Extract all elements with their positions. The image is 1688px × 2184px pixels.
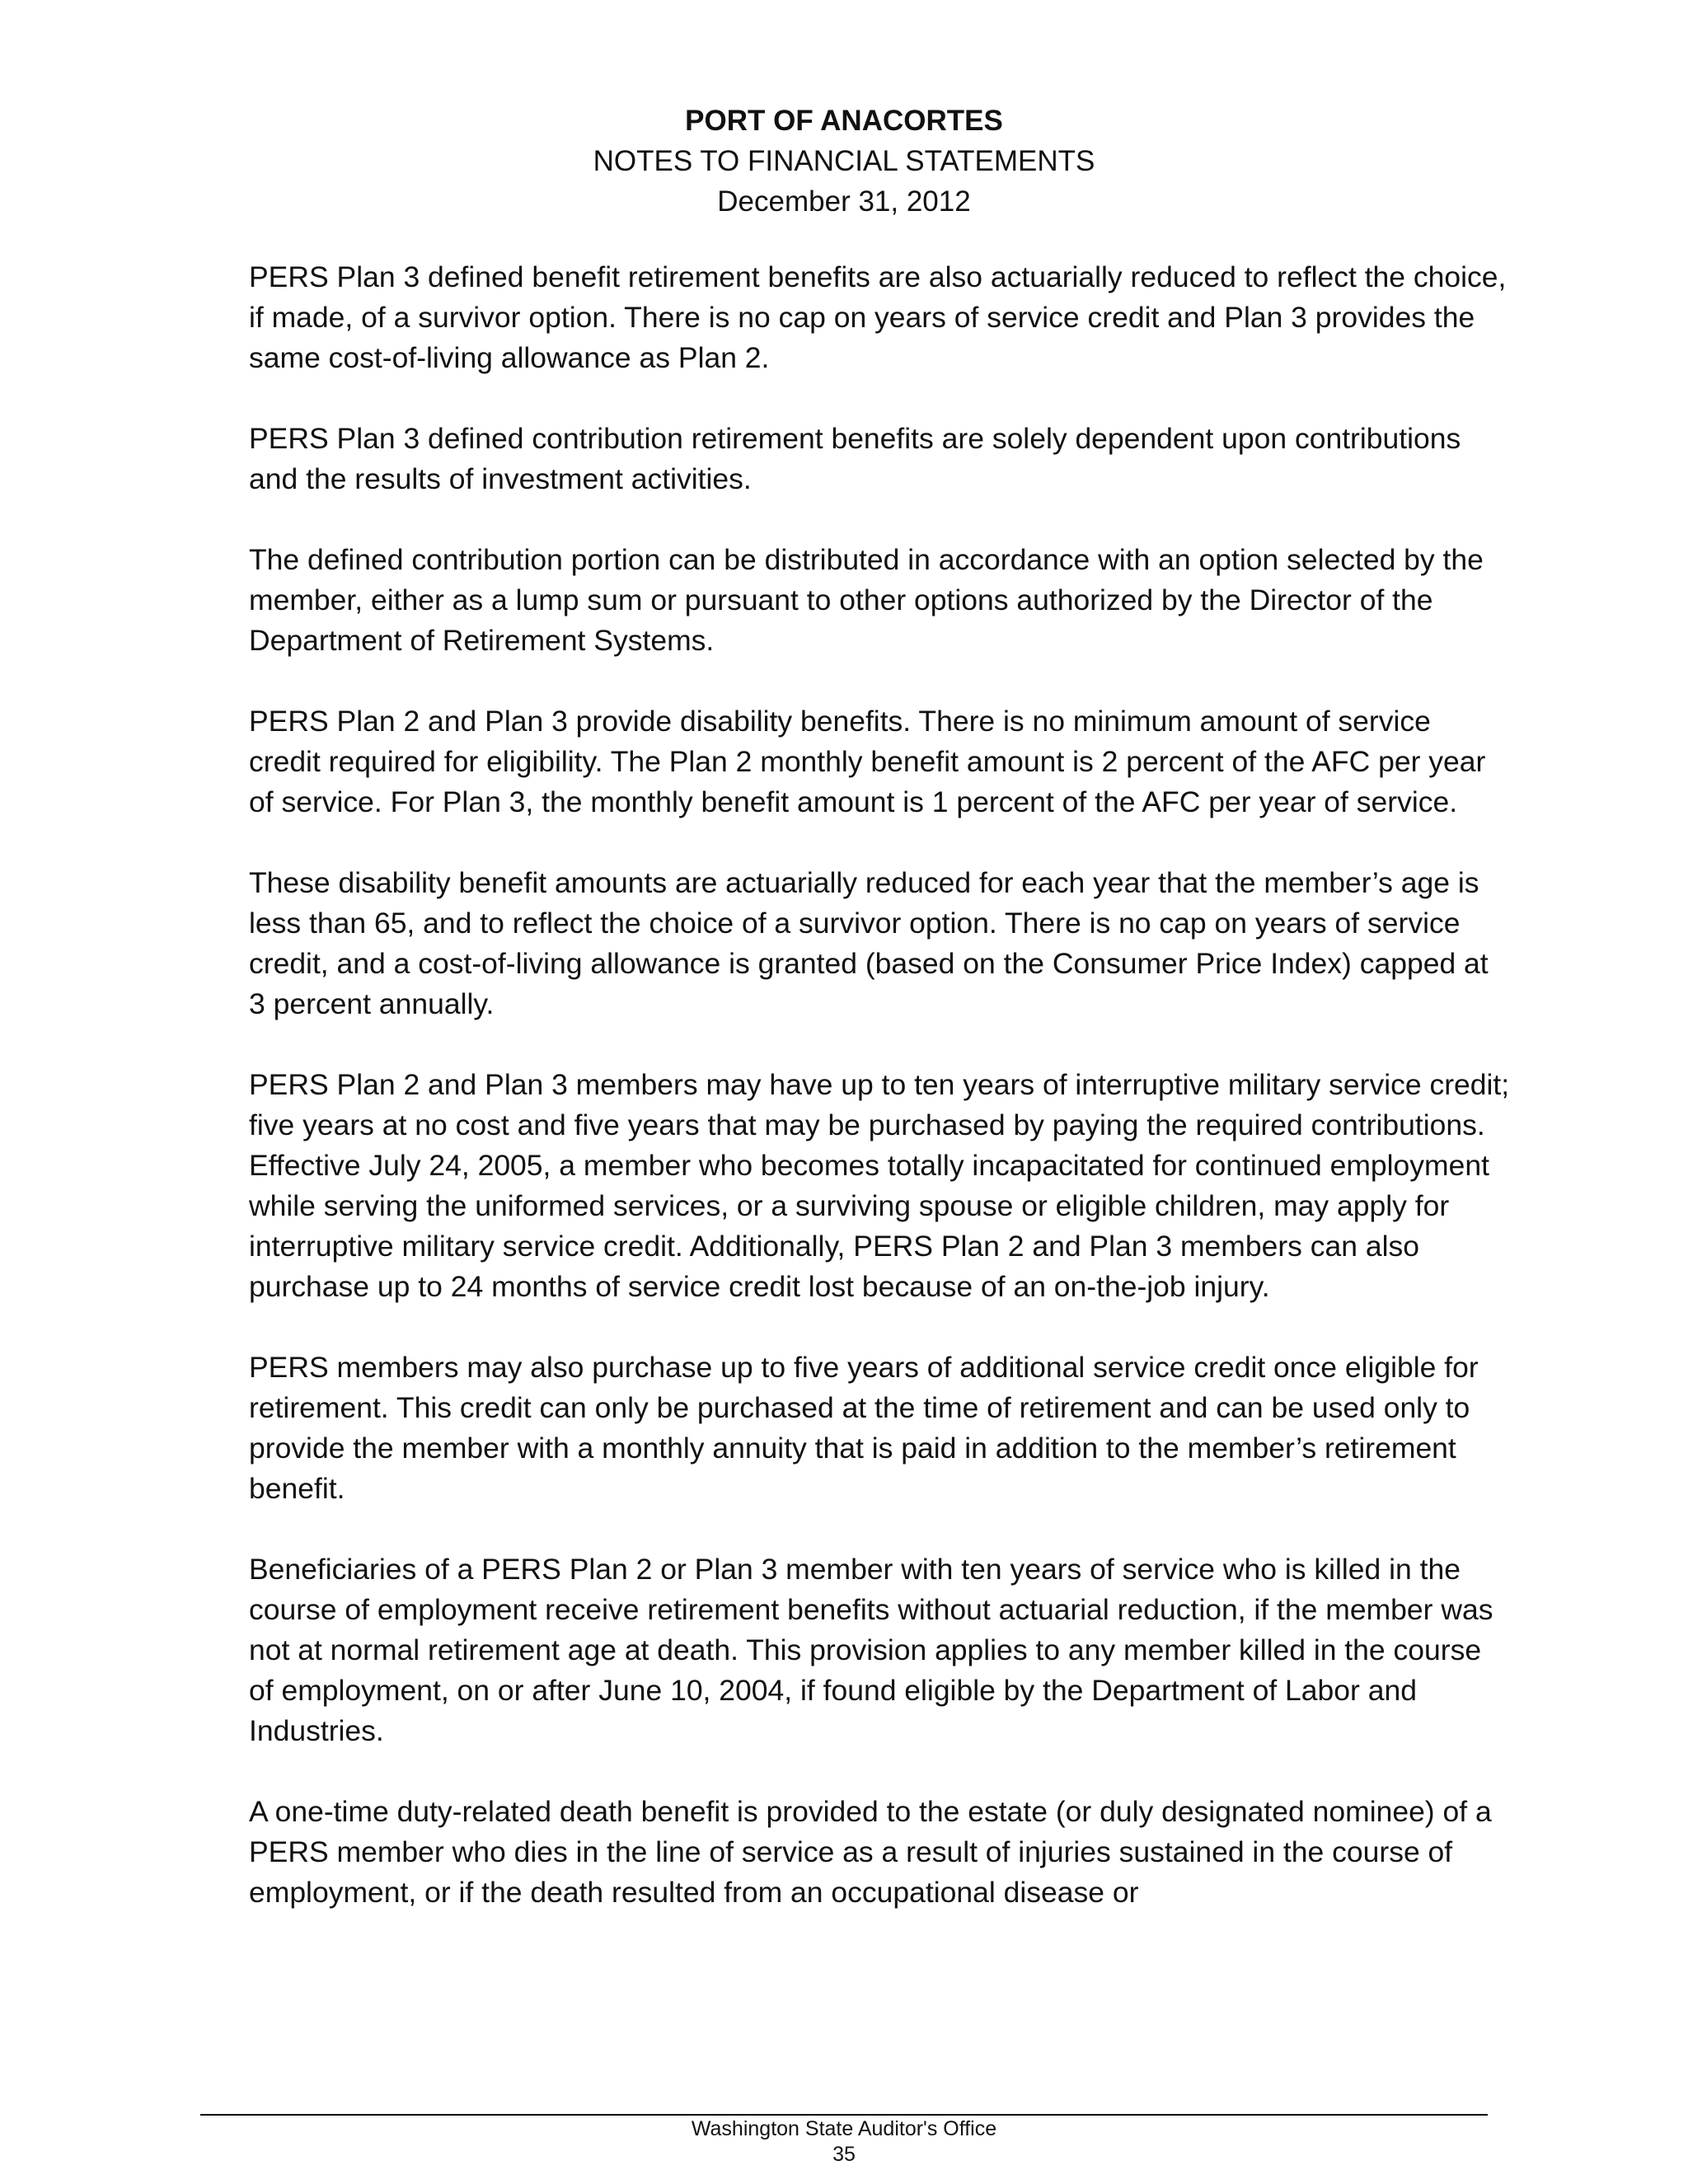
document-title: NOTES TO FINANCIAL STATEMENTS — [593, 145, 1095, 177]
paragraph-military-service-credit: PERS Plan 2 and Plan 3 members may have up to ten years of interruptive military service credit; five years at no cost and five years that may be purchased by paying the required contributions. Effective July 24, 2005, a member who becomes totally incapacitated for continued employment while serving the uniformed services, or a surviving spouse or eligible children, may apply for interruptive military service credit. Additionally, PERS Plan 2 and Plan 3 members can also purchase up to 24 months of service credit lost because of an on-the-job injury. — [249, 1068, 1510, 1303]
paragraph-plan3-dc-benefits: PERS Plan 3 defined contribution retirement benefits are solely dependent upon contributions and the results of investment activities. — [249, 422, 1461, 495]
paragraph-beneficiaries: Beneficiaries of a PERS Plan 2 or Plan 3 member with ten years of service who is killed in the course of employment receive retirement benefits without actuarial reduction, if the member was not at normal retirement age at death. This provision applies to any member killed in the course of employment, on or after June 10, 2004, if found eligible by the Department of Labor and Industries. — [249, 1553, 1493, 1747]
paragraph-disability-benefits: PERS Plan 2 and Plan 3 provide disability benefits. There is no minimum amount of service credit required for eligibility. The Plan 2 monthly benefit amount is 2 percent of the AFC per year of service. For Plan 3, the monthly benefit amount is 1 percent of the AFC per year of service. — [249, 705, 1486, 818]
paragraph-additional-service-credit: PERS members may also purchase up to five years of additional service credit once eligible for retirement. This credit can only be purchased at the time of retirement and can be used only to provide the member with a monthly annuity that is paid in addition to the member’s retirement benefit. — [249, 1351, 1479, 1505]
statement-date: December 31, 2012 — [717, 185, 971, 218]
page-header — [0, 101, 1688, 222]
footer-divider — [200, 2114, 1488, 2116]
footer-office: Washington State Auditor's Office — [691, 2117, 997, 2140]
notes-body — [249, 257, 1510, 1953]
paragraph-disability-reduction: These disability benefit amounts are actuarially reduced for each year that the member’s age is less than 65, and to reflect the choice of a survivor option. There is no cap on years of service credit, and a cost-of-living allowance is granted (based on the Consumer Price Index) capped at 3 percent annually. — [249, 866, 1489, 1020]
paragraph-death-benefit: A one-time duty-related death benefit is provided to the estate (or duly designated nominee) of a PERS member who dies in the line of service as a result of injuries sustained in the course of employment, or if the death resulted from an occupational disease or — [249, 1795, 1492, 1909]
paragraph-plan3-db-benefits: PERS Plan 3 defined benefit retirement benefits are also actuarially reduced to reflect the choice, if made, of a survivor option. There is no cap on years of service credit and Plan 3 provides the same cost-of-living allowance as Plan 2. — [249, 260, 1507, 374]
page-number: 35 — [832, 2143, 856, 2166]
paragraph-dc-distribution: The defined contribution portion can be distributed in accordance with an option selected by the member, either as a lump sum or pursuant to other options authorized by the Director of the Department of Retirement Systems. — [249, 543, 1484, 657]
organization-title: PORT OF ANACORTES — [685, 105, 1003, 137]
page-footer — [0, 2116, 1688, 2168]
